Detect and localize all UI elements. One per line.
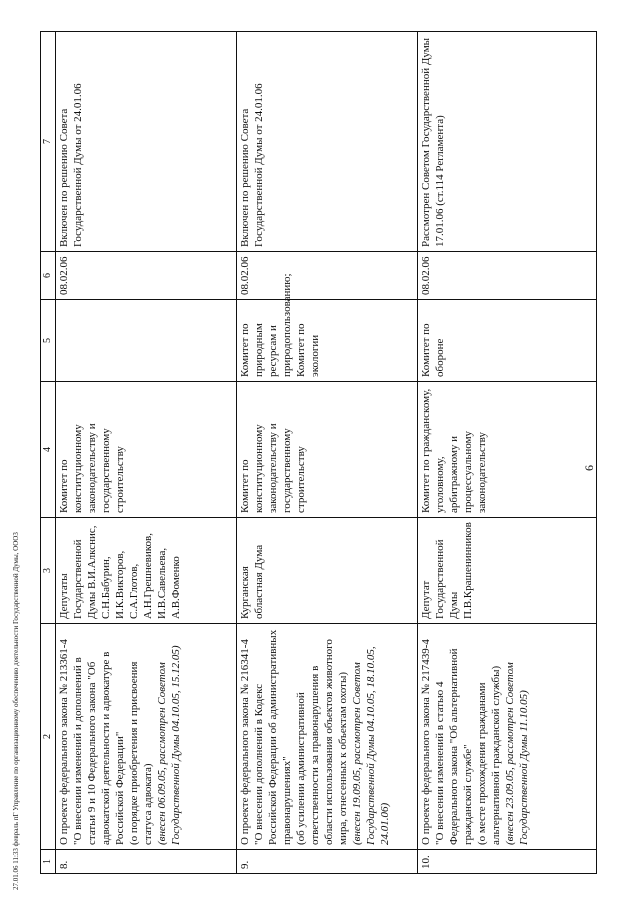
column-header: 4 — [41, 382, 56, 518]
page-number: 6 — [582, 465, 596, 471]
review-date: 08.02.06 — [237, 252, 418, 300]
bill-description — [237, 624, 418, 850]
print-footer: 27.01.06 11:33 февраль пГ Управление по организационному обеспечению деятельности Государственной Думы, ООО3 — [12, 532, 20, 890]
responsible-committee: Комитет по конституционному законодательству и государственному строительству — [56, 382, 237, 518]
bill-description — [418, 624, 597, 850]
bill-authors: Депутаты Государственной Думы В.И.Алкснис, С.Н.Бабурин, И.К.Викторов, С.А.Глотов, А.Н.Грешневиков, И.В.Савельева, А.В.Фоменко — [56, 518, 237, 624]
bill-authors: Курганская областная Дума — [237, 518, 418, 624]
co-committee: Комитет по обороне — [418, 300, 597, 382]
bill-description — [56, 624, 237, 850]
bill-subject: (о порядке приобретения и присвоения статуса адвоката) — [128, 661, 154, 845]
column-header: 1 — [41, 850, 56, 874]
column-header: 6 — [41, 252, 56, 300]
table-row — [56, 32, 237, 874]
status-note: Включен по решению Совета Государственной Думы от 24.01.06 — [237, 32, 418, 252]
review-date: 08.02.06 — [418, 252, 597, 300]
agenda-table — [40, 31, 597, 874]
status-note: Рассмотрен Советом Государственной Думы 17.01.06 (ст.114 Регламента) — [418, 32, 597, 252]
bill-name: "О внесении изменений в статью 4 Федерального закона "Об альтернативной гражданской службе" — [434, 648, 474, 845]
bill-subject: (о месте прохождения гражданами альтернативной гражданской службы) — [476, 665, 502, 845]
row-number: 8. — [56, 850, 237, 874]
column-header: 3 — [41, 518, 56, 624]
row-number: 9. — [237, 850, 418, 874]
column-header: 2 — [41, 624, 56, 850]
column-header: 7 — [41, 32, 56, 252]
status-note: Включен по решению Совета Государственной Думы от 24.01.06 — [56, 32, 237, 252]
review-date: 08.02.06 — [56, 252, 237, 300]
responsible-committee: Комитет по гражданскому, уголовному, арбитражному и процессуальному законодательству — [418, 382, 597, 518]
bill-subject: (об усилении административной ответственности за правонарушения в области использования объектов животного мира, отнесенных к объектам охоты) — [295, 639, 349, 845]
bill-name: "О внесении дополнений в Кодекс Российской Федерации об административных правонарушениях" — [253, 629, 293, 845]
bill-note: (внесен 23.09.05, рассмотрен Советом Государственной Думы 11.10.05) — [504, 662, 530, 845]
table-header-row — [41, 32, 56, 874]
bill-name: "О внесении изменений и дополнений в статьи 9 и 10 Федерального закона "Об адвокатской деятельности и адвокатуре в Российской Федерации" — [72, 651, 126, 845]
co-committee: Комитет по природным ресурсам и природопользованию; Комитет по экологии — [237, 300, 418, 382]
table-row — [237, 32, 418, 874]
bill-note: (внесен 06.09.05, рассмотрен Советом Государственной Думы 04.10.05, 15.12.05) — [156, 645, 182, 845]
table-row — [418, 32, 597, 874]
co-committee — [56, 300, 237, 382]
column-header: 5 — [41, 300, 56, 382]
bill-authors: Депутат Государственной Думы П.В.Крашенинников — [418, 518, 597, 624]
bill-title: О проекте федерального закона № 217439-4 — [420, 639, 432, 845]
bill-title: О проекте федерального закона № 213361-4 — [58, 639, 70, 845]
responsible-committee: Комитет по конституционному законодательству и государственному строительству — [237, 382, 418, 518]
bill-title: О проекте федерального закона № 216341-4 — [239, 639, 251, 845]
bill-note: (внесен 19.09.05, рассмотрен Советом Государственной Думы 04.10.05, 18.10.05, 24.01.06) — [351, 646, 391, 845]
row-number: 10. — [418, 850, 597, 874]
